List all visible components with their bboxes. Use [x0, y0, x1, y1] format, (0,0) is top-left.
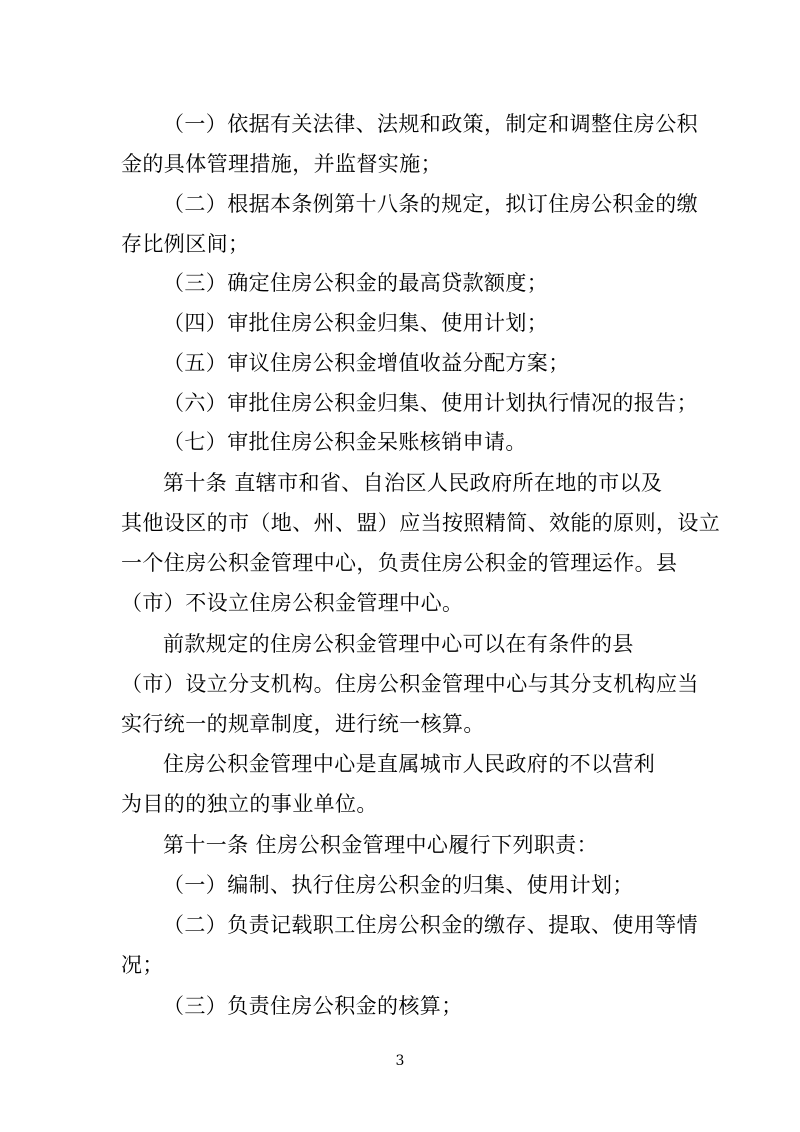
text-line: （五）审议住房公积金增值收益分配方案； [163, 351, 570, 375]
page-number: 3 [395, 1053, 405, 1069]
text-line: 金的具体管理措施，并监督实施； [121, 152, 442, 176]
text-line: 为目的的独立的事业单位。 [121, 792, 378, 816]
text-line: （四）审批住房公积金归集、使用计划； [163, 311, 549, 335]
text-line: 存比例区间； [121, 232, 250, 256]
text-line: （市）设立分支机构。住房公积金管理中心与其分支机构应当 [121, 672, 699, 696]
text-line: 第十条 直辖市和省、自治区人民政府所在地的市以及 [163, 471, 663, 495]
text-line: （二）根据本条例第十八条的规定，拟订住房公积金的缴 [163, 192, 698, 216]
text-line: 前款规定的住房公积金管理中心可以在有条件的县 [163, 632, 634, 656]
text-line: （三）负责住房公积金的核算； [163, 994, 463, 1018]
text-line: 实行统一的规章制度，进行统一核算。 [121, 712, 485, 736]
text-line: 其他设区的市（地、州、盟）应当按照精简、效能的原则，设立 [121, 511, 721, 535]
text-line: （七）审批住房公积金呆账核销申请。 [163, 430, 527, 454]
text-line: 第十一条 住房公积金管理中心履行下列职责： [163, 833, 599, 857]
text-line: （一）依据有关法律、法规和政策，制定和调整住房公积 [163, 112, 698, 136]
text-line: 况； [121, 953, 164, 977]
text-line: 住房公积金管理中心是直属城市人民政府的不以营利 [163, 752, 656, 776]
text-line: （一）编制、执行住房公积金的归集、使用计划； [163, 873, 634, 897]
text-line: 一个住房公积金管理中心，负责住房公积金的管理运作。县 [121, 551, 678, 575]
text-line: （三）确定住房公积金的最高贷款额度； [163, 271, 549, 295]
text-line: （二）负责记载职工住房公积金的缴存、提取、使用等情 [163, 913, 698, 937]
text-line: （市）不设立住房公积金管理中心。 [121, 591, 464, 615]
text-line: （六）审批住房公积金归集、使用计划执行情况的报告； [163, 391, 698, 415]
